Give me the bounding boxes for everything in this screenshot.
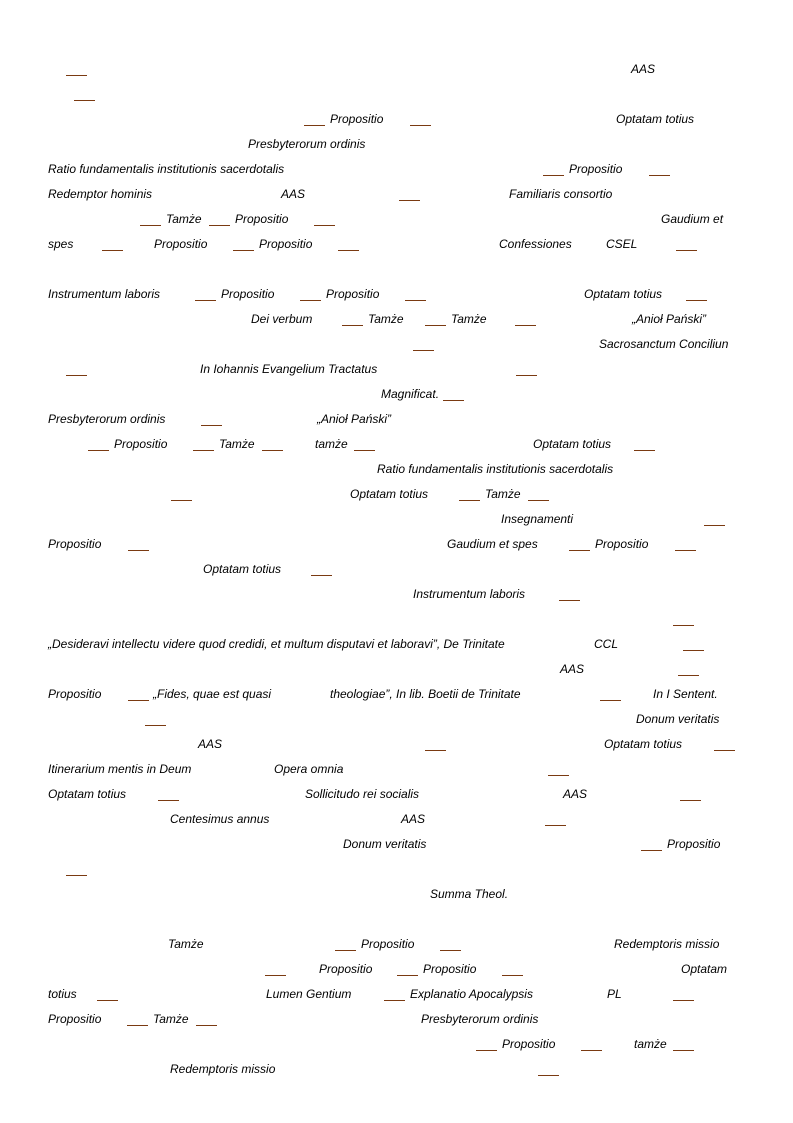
blank-rule xyxy=(673,1000,694,1001)
text-segment: Optatam totius xyxy=(203,562,282,576)
blank-rule xyxy=(459,500,480,501)
text-segment: Explanatio Apocalypsis xyxy=(410,987,533,1001)
blank-rule xyxy=(714,750,735,751)
text-segment: Redemptoris missio xyxy=(614,937,720,951)
text-segment: In I Sentent. xyxy=(653,687,718,701)
text-segment: Propositio xyxy=(114,437,168,451)
blank-rule xyxy=(158,800,179,801)
text-segment: Propositio xyxy=(319,962,373,976)
blank-rule xyxy=(128,700,149,701)
text-segment: Magnificat. xyxy=(381,387,440,401)
blank-rule xyxy=(515,325,536,326)
text-segment: AAS xyxy=(401,812,426,826)
text-segment: Donum veritatis xyxy=(343,837,427,851)
text-segment: Tamże xyxy=(153,1012,189,1026)
text-segment: Tamże xyxy=(166,212,202,226)
blank-rule xyxy=(311,575,332,576)
blank-rule xyxy=(127,1025,148,1026)
blank-rule xyxy=(704,525,725,526)
text-segment: Presbyterorum ordinis xyxy=(48,412,166,426)
blank-rule xyxy=(559,600,580,601)
text-segment: Propositio xyxy=(48,687,102,701)
text-segment: Ratio fundamentalis institutionis sacerdotalis xyxy=(377,462,614,476)
blank-rule xyxy=(543,175,564,176)
blank-rule xyxy=(102,250,123,251)
blank-rule xyxy=(335,950,356,951)
text-segment: Propositio xyxy=(667,837,721,851)
text-segment: Redemptor hominis xyxy=(48,187,153,201)
text-segment: Propositio xyxy=(154,237,208,251)
text-segment: „Fides, quae est quasi xyxy=(153,687,272,701)
blank-rule xyxy=(342,325,363,326)
blank-rule xyxy=(233,250,254,251)
text-segment: Tamże xyxy=(485,487,521,501)
text-segment: Summa Theol. xyxy=(430,887,509,901)
text-segment: Optatam xyxy=(681,962,728,976)
text-segment: Tamże xyxy=(219,437,255,451)
text-segment: „Desideravi intellectu videre quod credidi, et multum disputavi et laboravi”, De Trinitate xyxy=(48,637,505,651)
blank-rule xyxy=(128,550,149,551)
text-segment: AAS xyxy=(560,662,585,676)
text-segment: Propositio xyxy=(221,287,275,301)
blank-rule xyxy=(74,100,95,101)
blank-rule xyxy=(97,1000,118,1001)
text-segment: Propositio xyxy=(361,937,415,951)
blank-rule xyxy=(410,125,431,126)
blank-rule xyxy=(209,225,230,226)
blank-rule xyxy=(678,675,699,676)
text-segment: Propositio xyxy=(48,537,102,551)
blank-rule xyxy=(545,825,566,826)
text-segment: Sollicitudo rei socialis xyxy=(305,787,420,801)
text-segment: Donum veritatis xyxy=(636,712,720,726)
blank-rule xyxy=(476,1050,497,1051)
text-segment: Gaudium et xyxy=(661,212,724,226)
blank-rule xyxy=(201,425,222,426)
blank-rule xyxy=(140,225,161,226)
text-segment: Propositio xyxy=(259,237,313,251)
text-segment: Redemptoris missio xyxy=(170,1062,276,1076)
text-segment: Presbyterorum ordinis xyxy=(421,1012,539,1026)
text-segment: Itinerarium mentis in Deum xyxy=(48,762,192,776)
text-segment: Propositio xyxy=(48,1012,102,1026)
blank-rule xyxy=(413,350,434,351)
text-segment: CCL xyxy=(594,637,619,651)
text-segment: Tamże xyxy=(451,312,487,326)
text-segment: Propositio xyxy=(423,962,477,976)
blank-rule xyxy=(641,850,662,851)
blank-rule xyxy=(265,975,286,976)
text-segment: Propositio xyxy=(330,112,384,126)
text-segment: AAS xyxy=(281,187,306,201)
text-segment: Gaudium et spes xyxy=(447,537,538,551)
blank-rule xyxy=(300,300,321,301)
blank-rule xyxy=(425,325,446,326)
text-segment: Instrumentum laboris xyxy=(413,587,526,601)
text-segment: Propositio xyxy=(326,287,380,301)
blank-rule xyxy=(538,1075,559,1076)
blank-rule xyxy=(405,300,426,301)
text-segment: spes xyxy=(48,237,74,251)
blank-rule xyxy=(675,550,696,551)
text-segment: tamże xyxy=(315,437,348,451)
text-segment: theologiae”, In lib. Boetii de Trinitate xyxy=(330,687,521,701)
text-segment: Dei verbum xyxy=(251,312,313,326)
text-segment: „Anioł Pański” xyxy=(317,412,392,426)
text-segment: Confessiones xyxy=(499,237,572,251)
blank-rule xyxy=(66,875,87,876)
text-segment: AAS xyxy=(198,737,223,751)
blank-rule xyxy=(193,450,214,451)
text-segment: Tamże xyxy=(168,937,204,951)
text-segment: Optatam totius xyxy=(533,437,612,451)
blank-rule xyxy=(440,950,461,951)
blank-rule xyxy=(673,1050,694,1051)
text-segment: totius xyxy=(48,987,77,1001)
text-segment: tamże xyxy=(634,1037,667,1051)
text-segment: Propositio xyxy=(569,162,623,176)
blank-rule xyxy=(354,450,375,451)
text-segment: PL xyxy=(607,987,622,1001)
text-segment: Presbyterorum ordinis xyxy=(248,137,366,151)
blank-rule xyxy=(683,650,704,651)
blank-rule xyxy=(528,500,549,501)
text-segment: Optatam totius xyxy=(616,112,695,126)
blank-rule xyxy=(196,1025,217,1026)
blank-rule xyxy=(338,250,359,251)
blank-rule xyxy=(516,375,537,376)
text-segment: Optatam totius xyxy=(584,287,663,301)
text-segment: Optatam totius xyxy=(350,487,429,501)
blank-rule xyxy=(502,975,523,976)
blank-rule xyxy=(600,700,621,701)
text-segment: AAS xyxy=(631,62,656,76)
text-segment: In Iohannis Evangelium Tractatus xyxy=(200,362,378,376)
text-segment: AAS xyxy=(563,787,588,801)
text-segment: Centesimus annus xyxy=(170,812,270,826)
blank-rule xyxy=(88,450,109,451)
blank-rule xyxy=(399,200,420,201)
text-segment: Instrumentum laboris xyxy=(48,287,161,301)
blank-rule xyxy=(581,1050,602,1051)
blank-rule xyxy=(314,225,335,226)
blank-rule xyxy=(686,300,707,301)
blank-rule xyxy=(145,725,166,726)
blank-rule xyxy=(649,175,670,176)
blank-rule xyxy=(548,775,569,776)
text-segment: Insegnamenti xyxy=(501,512,574,526)
blank-rule xyxy=(171,500,192,501)
text-segment: „Anioł Pański” xyxy=(632,312,707,326)
blank-rule xyxy=(425,750,446,751)
blank-rule xyxy=(262,450,283,451)
blank-rule xyxy=(569,550,590,551)
blank-rule xyxy=(66,75,87,76)
blank-rule xyxy=(680,800,701,801)
blank-rule xyxy=(397,975,418,976)
blank-rule xyxy=(676,250,697,251)
blank-rule xyxy=(443,400,464,401)
text-segment: Propositio xyxy=(595,537,649,551)
text-segment: Sacrosanctum Conciliun xyxy=(599,337,729,351)
text-segment: Lumen Gentium xyxy=(266,987,352,1001)
blank-rule xyxy=(66,375,87,376)
blank-rule xyxy=(634,450,655,451)
blank-rule xyxy=(384,1000,405,1001)
text-segment: Propositio xyxy=(235,212,289,226)
text-segment: Ratio fundamentalis institutionis sacerdotalis xyxy=(48,162,285,176)
blank-rule xyxy=(195,300,216,301)
text-segment: Opera omnia xyxy=(274,762,344,776)
text-segment: Propositio xyxy=(502,1037,556,1051)
text-segment: Optatam totius xyxy=(604,737,683,751)
text-segment: Familiaris consortio xyxy=(509,187,613,201)
text-segment: CSEL xyxy=(606,237,638,251)
text-segment: Optatam totius xyxy=(48,787,127,801)
blank-rule xyxy=(304,125,325,126)
text-segment: Tamże xyxy=(368,312,404,326)
blank-rule xyxy=(673,625,694,626)
